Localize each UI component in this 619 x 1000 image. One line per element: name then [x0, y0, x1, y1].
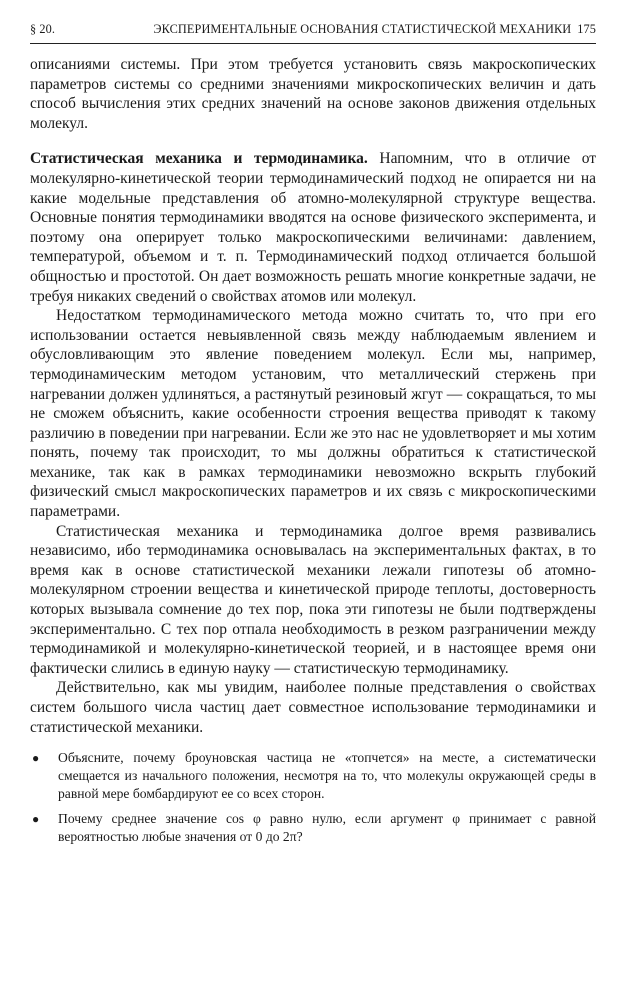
section-intro-text: Напомним, что в отличие от молекулярно-кинетической теории термодинамический подход не опирается ни на какие модельные представления об атомно-молекулярной структуре вещества. Основные понятия термодинамики вводятся на основе физического эксперимента, и поэтому она оперирует только макроскопическими величинами: давлением, температурой, объемом и т. п. Термодинамический подход отличается большой общностью и простотой. Он дает возможность решать многие конкретные задачи, не требуя никаких сведений о свойствах атомов или молекул. — [30, 150, 597, 305]
section-number: § 20. — [30, 22, 56, 36]
question-item — [30, 749, 596, 803]
paragraph-method-drawback: Недостатком термодинамического метода можно считать то, что при его использовании остается невыявленной связь между наблюдаемым явлением и обусловливающим это явление поведением молекул. Если мы, например, термодинамическим методом установим, что металлический стержень при нагревании должен удлиняться, а растянутый резиновый жгут — сокращаться, то мы не сможем объяснить, какие особенности строения вещества приводят к такому различию в поведении при нагревании. Если же это нас не удовлетворяет и мы хотим понять, почему так происходит, то мы должны обратиться к статистической механике, так как в рамках термодинамики невозможно вскрыть глубокий физический смысл макроскопических параметров и их связь с микроскопическими параметрами. — [30, 307, 596, 521]
bullet-icon: ● — [32, 751, 40, 766]
paragraph-conclusion: Действительно, как мы увидим, наиболее полные представления о свойствах систем большого числа частиц дает совместное использование термодинамики и статистической механики. — [30, 679, 596, 736]
page-number: 175 — [577, 22, 596, 36]
paragraph-continuation: описаниями системы. При этом требуется установить связь макроскопических параметров системы со средними значениями микроскопических величин и дать способ вычисления этих средних значений на основе законов движения отдельных молекул. — [30, 56, 596, 132]
running-head — [30, 10, 596, 44]
question-text: Объясните, почему броуновская частица не «топчется» на месте, а систематически смещается из начального положения, несмотря на то, что молекулы окружающей среды в равной мере бомбардируют ее со всех сторон. — [58, 750, 596, 802]
book-page — [30, 10, 596, 853]
question-text: Почему среднее значение cos φ равно нулю, если аргумент φ принимает с равной вероятностью любые значения от 0 до 2π? — [58, 811, 596, 845]
review-questions — [30, 749, 596, 846]
running-head-title: ЭКСПЕРИМЕНТАЛЬНЫЕ ОСНОВАНИЯ СТАТИСТИЧЕСКОЙ МЕХАНИКИ — [153, 22, 572, 36]
bullet-icon: ● — [32, 812, 40, 827]
paragraph-history: Статистическая механика и термодинамика долгое время развивались независимо, ибо термодинамика основывалась на экспериментальных фактах, в то время как в основе статистической механики лежали гипотезы об атомно-молекулярном строении вещества и кинетической природе теплоты, достоверность которых вызывала сомнение до тех пор, пока эти гипотезы не были подтверждены экспериментально. С тех пор отпала необходимость в резком разграничении между термодинамикой и молекулярно-кинетической теорией, и в настоящее время они фактически слились в единую науку — статистическую термодинамику. — [30, 522, 596, 677]
paragraph-section-intro — [30, 149, 596, 306]
question-item — [30, 810, 596, 846]
section-heading: Статистическая механика и термодинамика. — [30, 150, 368, 168]
